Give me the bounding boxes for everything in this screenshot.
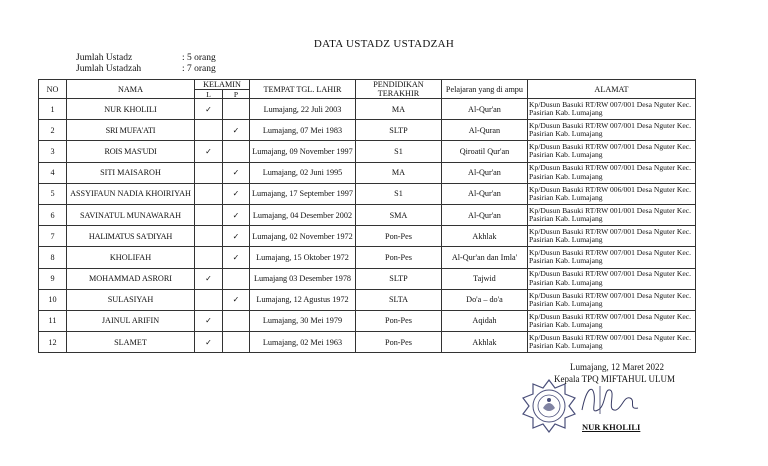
cell-pelajaran: Al-Quran	[441, 120, 527, 141]
cell-p: ✓	[223, 226, 250, 247]
cell-ttl: Lumajang, 02 Juni 1995	[250, 162, 356, 183]
cell-l	[195, 162, 223, 183]
summary-value: : 5 orang	[182, 53, 216, 63]
header-no: NO	[39, 80, 67, 99]
cell-no: 11	[39, 310, 67, 331]
cell-l: ✓	[195, 268, 223, 289]
cell-l: ✓	[195, 310, 223, 331]
cell-nama: SAVINATUL MUNAWARAH	[67, 204, 195, 225]
cell-pelajaran: Tajwid	[441, 268, 527, 289]
cell-nama: SLAMET	[67, 332, 195, 353]
cell-pendidikan: Pon-Pes	[355, 310, 441, 331]
header-l: L	[195, 90, 223, 99]
header-pendidikan: PENDIDIKAN TERAKHIR	[355, 80, 441, 99]
cell-no: 6	[39, 204, 67, 225]
cell-l	[195, 247, 223, 268]
cell-pendidikan: Pon-Pes	[355, 247, 441, 268]
cell-nama: HALIMATUS SA'DIYAH	[67, 226, 195, 247]
cell-p: ✓	[223, 247, 250, 268]
cell-l	[195, 226, 223, 247]
cell-pelajaran: Akhlak	[441, 226, 527, 247]
cell-ttl: Lumajang, 02 Mei 1963	[250, 332, 356, 353]
cell-pendidikan: SLTA	[355, 289, 441, 310]
cell-pelajaran: Akhlak	[441, 332, 527, 353]
cell-nama: KHOLIFAH	[67, 247, 195, 268]
table-row	[39, 268, 696, 289]
cell-pelajaran: Al-Qur'an	[441, 204, 527, 225]
header-nama: NAMA	[67, 80, 195, 99]
staff-summary	[76, 53, 216, 75]
cell-ttl: Lumajang, 22 Juli 2003	[250, 99, 356, 120]
cell-pelajaran: Al-Qur'an dan Imla'	[441, 247, 527, 268]
cell-pelajaran: Al-Qur'an	[441, 183, 527, 204]
cell-no: 3	[39, 141, 67, 162]
cell-alamat: Kp/Dusun Basuki RT/RW 001/001 Desa Nguter Kec. Pasirian Kab. Lumajang	[527, 204, 695, 225]
cell-nama: SRI MUFA'ATI	[67, 120, 195, 141]
cell-l: ✓	[195, 332, 223, 353]
cell-p	[223, 141, 250, 162]
cell-p: ✓	[223, 204, 250, 225]
table-row	[39, 141, 696, 162]
cell-p	[223, 268, 250, 289]
cell-ttl: Lumajang, 30 Mei 1979	[250, 310, 356, 331]
cell-pendidikan: Pon-Pes	[355, 332, 441, 353]
cell-pelajaran: Aqidah	[441, 310, 527, 331]
table-row	[39, 183, 696, 204]
cell-alamat: Kp/Dusun Basuki RT/RW 007/001 Desa Nguter Kec. Pasirian Kab. Lumajang	[527, 268, 695, 289]
signature-scribble	[576, 380, 646, 420]
cell-nama: SULASIYAH	[67, 289, 195, 310]
cell-no: 9	[39, 268, 67, 289]
signature-place-date: Lumajang, 12 Maret 2022	[570, 362, 664, 372]
cell-ttl: Lumajang, 17 September 1997	[250, 183, 356, 204]
cell-pendidikan: Pon-Pes	[355, 226, 441, 247]
cell-l: ✓	[195, 141, 223, 162]
cell-ttl: Lumajang 03 Desember 1978	[250, 268, 356, 289]
table-row	[39, 310, 696, 331]
cell-alamat: Kp/Dusun Basuki RT/RW 006/001 Desa Nguter Kec. Pasirian Kab. Lumajang	[527, 183, 695, 204]
cell-l: ✓	[195, 99, 223, 120]
cell-pendidikan: MA	[355, 162, 441, 183]
cell-l	[195, 204, 223, 225]
table-row	[39, 247, 696, 268]
cell-p: ✓	[223, 120, 250, 141]
cell-nama: SITI MAISAROH	[67, 162, 195, 183]
cell-pendidikan: SMA	[355, 204, 441, 225]
cell-pendidikan: SLTP	[355, 120, 441, 141]
summary-ustadz	[76, 53, 216, 64]
cell-alamat: Kp/Dusun Basuki RT/RW 007/001 Desa Nguter Kec. Pasirian Kab. Lumajang	[527, 162, 695, 183]
cell-p	[223, 99, 250, 120]
cell-pelajaran: Qiroatil Qur'an	[441, 141, 527, 162]
cell-alamat: Kp/Dusun Basuki RT/RW 007/001 Desa Nguter Kec. Pasirian Kab. Lumajang	[527, 289, 695, 310]
signature-name: NUR KHOLILI	[582, 422, 641, 432]
cell-p	[223, 332, 250, 353]
cell-alamat: Kp/Dusun Basuki RT/RW 007/001 Desa Nguter Kec. Pasirian Kab. Lumajang	[527, 332, 695, 353]
cell-alamat: Kp/Dusun Basuki RT/RW 007/001 Desa Nguter Kec. Pasirian Kab. Lumajang	[527, 141, 695, 162]
cell-ttl: Lumajang, 07 Mei 1983	[250, 120, 356, 141]
cell-ttl: Lumajang, 04 Desember 2002	[250, 204, 356, 225]
cell-pendidikan: S1	[355, 141, 441, 162]
cell-alamat: Kp/Dusun Basuki RT/RW 007/001 Desa Nguter Kec. Pasirian Kab. Lumajang	[527, 226, 695, 247]
cell-nama: NUR KHOLILI	[67, 99, 195, 120]
cell-ttl: Lumajang, 02 November 1972	[250, 226, 356, 247]
cell-no: 10	[39, 289, 67, 310]
cell-p: ✓	[223, 183, 250, 204]
cell-l	[195, 289, 223, 310]
cell-no: 4	[39, 162, 67, 183]
cell-no: 1	[39, 99, 67, 120]
cell-nama: JAINUL ARIFIN	[67, 310, 195, 331]
cell-alamat: Kp/Dusun Basuki RT/RW 007/001 Desa Nguter Kec. Pasirian Kab. Lumajang	[527, 247, 695, 268]
cell-alamat: Kp/Dusun Basuki RT/RW 007/001 Desa Nguter Kec. Pasirian Kab. Lumajang	[527, 310, 695, 331]
cell-nama: ASSYIFAUN NADIA KHOIRIYAH	[67, 183, 195, 204]
cell-pelajaran: Al-Qur'an	[441, 162, 527, 183]
cell-l	[195, 183, 223, 204]
cell-pendidikan: MA	[355, 99, 441, 120]
summary-label: Jumlah Ustadz	[76, 53, 133, 63]
cell-no: 2	[39, 120, 67, 141]
table-row	[39, 226, 696, 247]
cell-ttl: Lumajang, 15 Oktober 1972	[250, 247, 356, 268]
table-row	[39, 332, 696, 353]
cell-no: 12	[39, 332, 67, 353]
cell-pendidikan: S1	[355, 183, 441, 204]
cell-alamat: Kp/Dusun Basuki RT/RW 007/001 Desa Nguter Kec. Pasirian Kab. Lumajang	[527, 120, 695, 141]
cell-no: 8	[39, 247, 67, 268]
header-p: P	[223, 90, 250, 99]
cell-pelajaran: Al-Qur'an	[441, 99, 527, 120]
cell-no: 5	[39, 183, 67, 204]
teacher-table	[38, 79, 696, 353]
cell-p: ✓	[223, 162, 250, 183]
cell-no: 7	[39, 226, 67, 247]
cell-nama: MOHAMMAD ASRORI	[67, 268, 195, 289]
cell-l	[195, 120, 223, 141]
header-alamat: ALAMAT	[527, 80, 695, 99]
cell-pendidikan: SLTP	[355, 268, 441, 289]
table-row	[39, 289, 696, 310]
header-ttl: TEMPAT TGL. LAHIR	[250, 80, 356, 99]
table-row	[39, 99, 696, 120]
cell-pelajaran: Do'a – do'a	[441, 289, 527, 310]
cell-p: ✓	[223, 289, 250, 310]
table-row	[39, 162, 696, 183]
cell-alamat: Kp/Dusun Basuki RT/RW 007/001 Desa Nguter Kec. Pasirian Kab. Lumajang	[527, 99, 695, 120]
summary-value: : 7 orang	[182, 64, 216, 74]
cell-ttl: Lumajang, 12 Agustus 1972	[250, 289, 356, 310]
cell-nama: ROIS MAS'UDI	[67, 141, 195, 162]
summary-ustadzah	[76, 64, 216, 75]
summary-label: Jumlah Ustadzah	[76, 64, 142, 74]
signature-role: Kepala TPQ MIFTAHUL ULUM	[554, 374, 676, 384]
cell-p	[223, 310, 250, 331]
header-kelamin: KELAMIN	[195, 80, 250, 90]
page-title: DATA USTADZ USTADZAH	[313, 38, 455, 50]
table-row	[39, 204, 696, 225]
header-pelajaran: Pelajaran yang di ampu	[441, 80, 527, 99]
stamp-seal	[521, 378, 577, 434]
table-row	[39, 120, 696, 141]
cell-ttl: Lumajang, 09 November 1997	[250, 141, 356, 162]
